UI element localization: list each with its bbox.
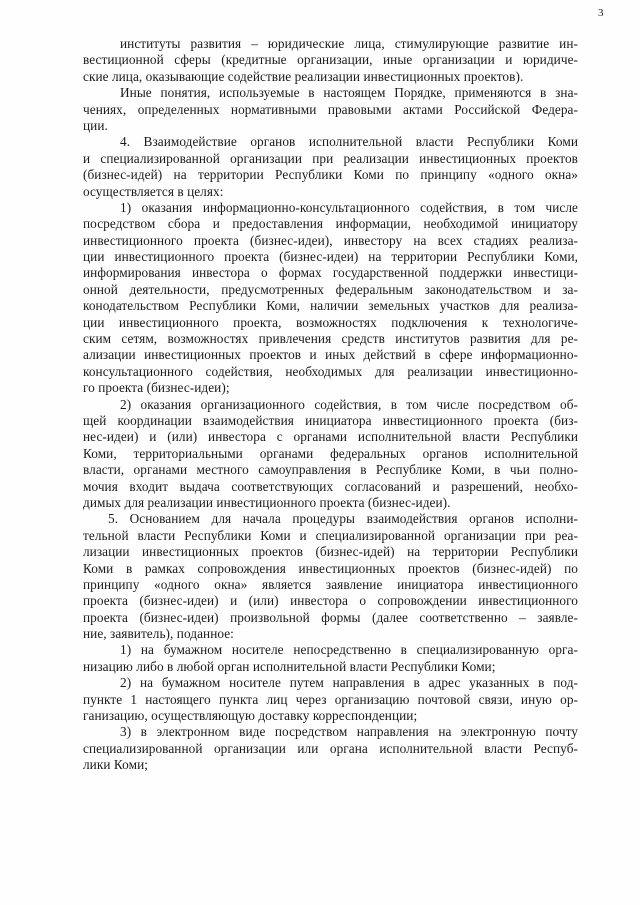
text-line: ализации инвестиционных проектов и иных действий в сфере информационно-	[83, 347, 578, 363]
document-body	[83, 36, 578, 774]
text-line: 2) на бумажном носителе путем направления в адрес указанных в под-	[120, 675, 578, 691]
text-line: институты развития – юридические лица, стимулирующие развитие ин-	[120, 36, 578, 51]
text-line: 1) оказания информационно-консультационного содействия, в том числе	[120, 199, 578, 215]
text-line: ции инвестиционного проекта (бизнес-идеи) на территории Республики Коми,	[83, 249, 578, 265]
text-line: низацию либо в любой орган исполнительной власти Республики Коми;	[83, 658, 496, 674]
text-line: ние, заявитель), поданное:	[83, 626, 234, 642]
text-line: осуществляется в целях:	[83, 183, 224, 199]
text-line: нес-идеи) и (или) инвестора с органами исполнительной власти Республики	[83, 429, 578, 445]
text-line: Коми в рамках сопровождения инвестиционных проектов (бизнес-идей) по	[83, 560, 578, 576]
text-line: тельной власти Республики Коми и специализированной организации при реа-	[83, 527, 578, 543]
text-line: чениях, определенных нормативными правовыми актами Российской Федера-	[83, 101, 578, 117]
text-line: лизации инвестиционных проектов (бизнес-идей) на территории Республики	[83, 544, 578, 560]
text-line: проекта (бизнес-идеи) произвольной формы (далее соответственно – заявле-	[83, 609, 578, 625]
text-line: (бизнес-идей) на территории Республики Коми по принципу «одного окна»	[83, 167, 578, 183]
text-line: онной деятельности, предусмотренных федеральным законодательством и за-	[83, 281, 578, 297]
text-line: го проекта (бизнес-идеи);	[83, 380, 230, 396]
text-line: мочия входит выдача соответствующих согласований и разрешений, необхо-	[83, 478, 578, 494]
text-line: власти, органами местного самоуправления в Республике Коми, в чьи полно-	[83, 462, 578, 478]
text-line: 5. Основанием для начала процедуры взаимодействия органов исполни-	[108, 511, 578, 527]
text-line: ганизацию, осуществляющую доставку корреспонденции;	[83, 708, 418, 724]
text-line: специализированной организации или органа исполнительной власти Респуб-	[83, 740, 578, 756]
text-line: 1) на бумажном носителе непосредственно в специализированную орга-	[120, 642, 578, 658]
page-number: 3	[598, 7, 604, 19]
text-line: щей координации взаимодействия инициатора инвестиционного проекта (биз-	[83, 412, 578, 428]
text-line: консультационного содействия, необходимых для реализации инвестиционно-	[83, 363, 578, 379]
text-line: лики Коми;	[83, 757, 148, 773]
text-line: конодательством Республики Коми, наличии земельных участков для реализа-	[83, 298, 578, 314]
text-line: информирования инвестора о формах государственной поддержки инвестици-	[83, 265, 578, 281]
text-line: ции инвестиционного проекта, возможностях подключения к технологиче-	[83, 314, 578, 330]
text-line: 3) в электронном виде посредством направления на электронную почту	[120, 724, 578, 740]
text-line: и специализированной организации при реализации инвестиционных проектов	[83, 150, 578, 166]
text-line: посредством сбора и предоставления информации, необходимой инициатору	[83, 216, 578, 232]
text-line: вестиционной сферы (кредитные организации, иные организации и юридиче-	[83, 52, 578, 68]
text-line: Коми, территориальными органами федеральных органов исполнительной	[83, 445, 578, 461]
text-line: ские лица, оказывающие содействие реализации инвестиционных проектов).	[83, 68, 524, 84]
text-line: ции.	[83, 117, 108, 133]
text-line: принципу «одного окна» является заявление инициатора инвестиционного	[83, 576, 578, 592]
text-line: димых для реализации инвестиционного проекта (бизнес-идеи).	[83, 494, 451, 510]
text-line: ским сетям, возможностях привлечения средств институтов развития для ре-	[83, 331, 578, 347]
text-line: Иные понятия, используемые в настоящем Порядке, применяются в зна-	[120, 85, 578, 101]
text-line: проекта (бизнес-идеи) и (или) инвестора о сопровождении инвестиционного	[83, 593, 578, 609]
text-line: 2) оказания организационного содействия, в том числе посредством об-	[120, 396, 578, 412]
text-line: 4. Взаимодействие органов исполнительной власти Республики Коми	[120, 134, 578, 150]
text-line: инвестиционного проекта (бизнес-идеи), инвестору на всех стадиях реализа-	[83, 232, 578, 248]
text-line: пункте 1 настоящего пункта лиц через организацию почтовой связи, иную ор-	[83, 691, 578, 707]
